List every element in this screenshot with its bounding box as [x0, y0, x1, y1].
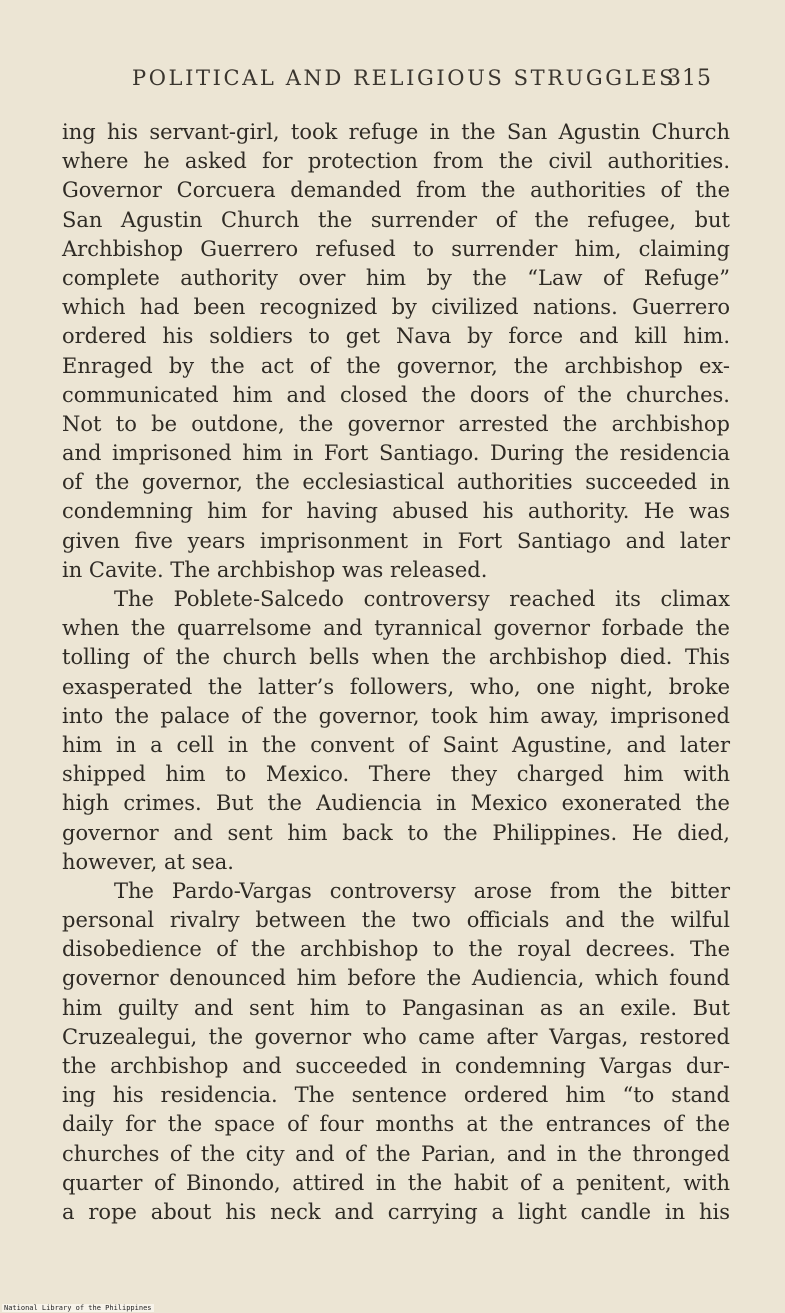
library-watermark: National Library of the Philippines — [4, 1304, 152, 1312]
text-line: in Cavite. The archbishop was released. — [62, 557, 488, 582]
text-line: of the governor, the ecclesiastical authorities succeeded in — [62, 470, 730, 495]
text-line: The Pardo-Vargas controversy arose from the bitter — [114, 878, 730, 903]
text-line: him guilty and sent him to Pangasinan as an exile. But — [62, 995, 730, 1020]
text-line: governor and sent him back to the Philippines. He died, — [62, 820, 730, 845]
paragraph-3 — [62, 877, 730, 1227]
page-header — [132, 66, 712, 106]
page-number: 315 — [667, 66, 712, 91]
text-line: ordered his soldiers to get Nava by force and kill him. — [62, 324, 730, 349]
text-line: quarter of Binondo, attired in the habit of a penitent, with — [62, 1170, 730, 1195]
text-line: into the palace of the governor, took him away, imprisoned — [62, 703, 730, 728]
text-line: Cruzealegui, the governor who came after Vargas, restored — [62, 1024, 730, 1049]
text-line: tolling of the church bells when the archbishop died. This — [62, 645, 730, 670]
text-line: however, at sea. — [62, 849, 234, 874]
text-line: a rope about his neck and carrying a light candle in his — [62, 1199, 730, 1224]
text-line: which had been recognized by civilized nations. Guerrero — [62, 295, 730, 320]
text-line: and imprisoned him in Fort Santiago. During the residencia — [62, 441, 730, 466]
text-line: Not to be outdone, the governor arrested the archbishop — [62, 411, 730, 436]
text-line: Enraged by the act of the governor, the archbishop ex- — [62, 353, 730, 378]
text-line: churches of the city and of the Parian, and in the thronged — [62, 1141, 730, 1166]
text-line: condemning him for having abused his authority. He was — [62, 499, 730, 524]
text-line: high crimes. But the Audiencia in Mexico exonerated the — [62, 791, 730, 816]
paragraph-1 — [62, 118, 730, 585]
text-line: communicated him and closed the doors of the churches. — [62, 382, 730, 407]
text-line: disobedience of the archbishop to the royal decrees. The — [62, 937, 730, 962]
text-line: governor denounced him before the Audiencia, which found — [62, 966, 730, 991]
text-line: the archbishop and succeeded in condemning Vargas dur- — [62, 1054, 730, 1078]
text-line: him in a cell in the convent of Saint Agustine, and later — [62, 732, 730, 757]
text-line: personal rivalry between the two officials and the wilful — [62, 908, 730, 933]
text-line: given five years imprisonment in Fort Santiago and later — [62, 528, 730, 553]
text-line: where he asked for protection from the civil authorities. — [62, 149, 730, 174]
text-line: complete authority over him by the “Law of Refuge” — [62, 265, 730, 290]
text-line: shipped him to Mexico. There they charged him with — [62, 762, 730, 787]
text-line: exasperated the latter’s followers, who, one night, broke — [62, 674, 730, 699]
text-line: Archbishop Guerrero refused to surrender him, claiming — [62, 236, 730, 261]
running-title: POLITICAL AND RELIGIOUS STRUGGLES — [132, 66, 677, 90]
text-line: daily for the space of four months at the entrances of the — [62, 1112, 730, 1137]
text-line: San Agustin Church the surrender of the refugee, but — [62, 207, 730, 232]
text-line: Governor Corcuera demanded from the authorities of the — [62, 178, 730, 203]
text-line: ing his servant-girl, took refuge in the San Agustin Church — [62, 120, 730, 144]
body-text — [62, 118, 730, 1227]
text-line: The Poblete-Salcedo controversy reached its climax — [114, 587, 730, 611]
text-line: ing his residencia. The sentence ordered him “to stand — [62, 1083, 730, 1108]
text-line: when the quarrelsome and tyrannical governor forbade the — [62, 616, 730, 641]
paragraph-2 — [62, 585, 730, 877]
